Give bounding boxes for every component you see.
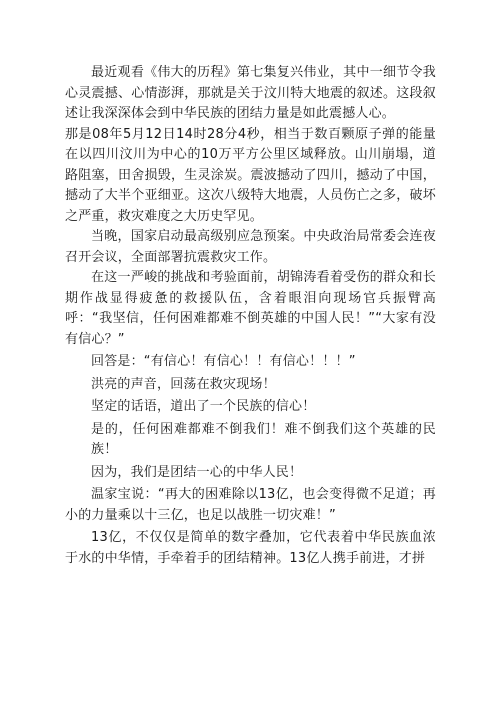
- paragraph-earthquake: 那是08年5月12日14时28分4秒，相当于数百颗原子弹的能量在以四川汶川为中心的10万平方公里区域释放。山川崩塌，道路阻塞，田舍损毁，生灵涂炭。震波撼动了四川，撼动了中国，撼动了大半个亚细亚。这次八级特大地震，人员伤亡之多，破坏之严重，救灾难度之大历史罕见。: [65, 126, 436, 224]
- paragraph-answer: 回答是：“有信心！有信心！！有信心！！！”: [91, 354, 356, 369]
- paragraph-1-3-billion: 13亿，不仅仅是简单的数字叠加，它代表着中华民族血浓于水的中华情，手牵着手的团结精神。13亿人携手前进，才拼: [65, 530, 436, 566]
- paragraph-united: 因为，我们是团结一心的中华人民！: [91, 464, 303, 480]
- paragraph-hu-speech: 在这一严峻的挑战和考验面前，胡锦涛看着受伤的群众和长期作战显得疲惫的救援队伍，含着眼泪向现场官兵振臂高呼：“我坚信，任何困难都难不倒英雄的中国人民！”“大家有没有信心？”: [65, 270, 436, 347]
- paragraph-response: 当晚，国家启动最高级别应急预案。中央政治局常委会连夜召开会议，全面部署抗震救灾工作。: [65, 229, 436, 265]
- paragraph-confidence: 坚定的话语，道出了一个民族的信心！: [91, 399, 316, 414]
- paragraph-voice: 洪亮的声音，回荡在救灾现场！: [91, 376, 276, 392]
- paragraph-intro: 最近观看《伟大的历程》第七集复兴伟业，其中一细节令我心灵震撼、心情澎湃，那就是关于汶川特大地震的叙述。这段叙述让我深深体会到中华民族的团结力量是如此震撼人心。: [65, 65, 436, 121]
- paragraph-wen-quote: 温家宝说：“再大的困难除以13亿，也会变得微不足道；再小的力量乘以十三亿，也足以战胜一切灾难！”: [65, 487, 436, 523]
- article-body: [65, 63, 436, 569]
- paragraph-hero-nation: 是的，任何困难都难不倒我们！难不倒我们这个英雄的民族！: [91, 421, 436, 457]
